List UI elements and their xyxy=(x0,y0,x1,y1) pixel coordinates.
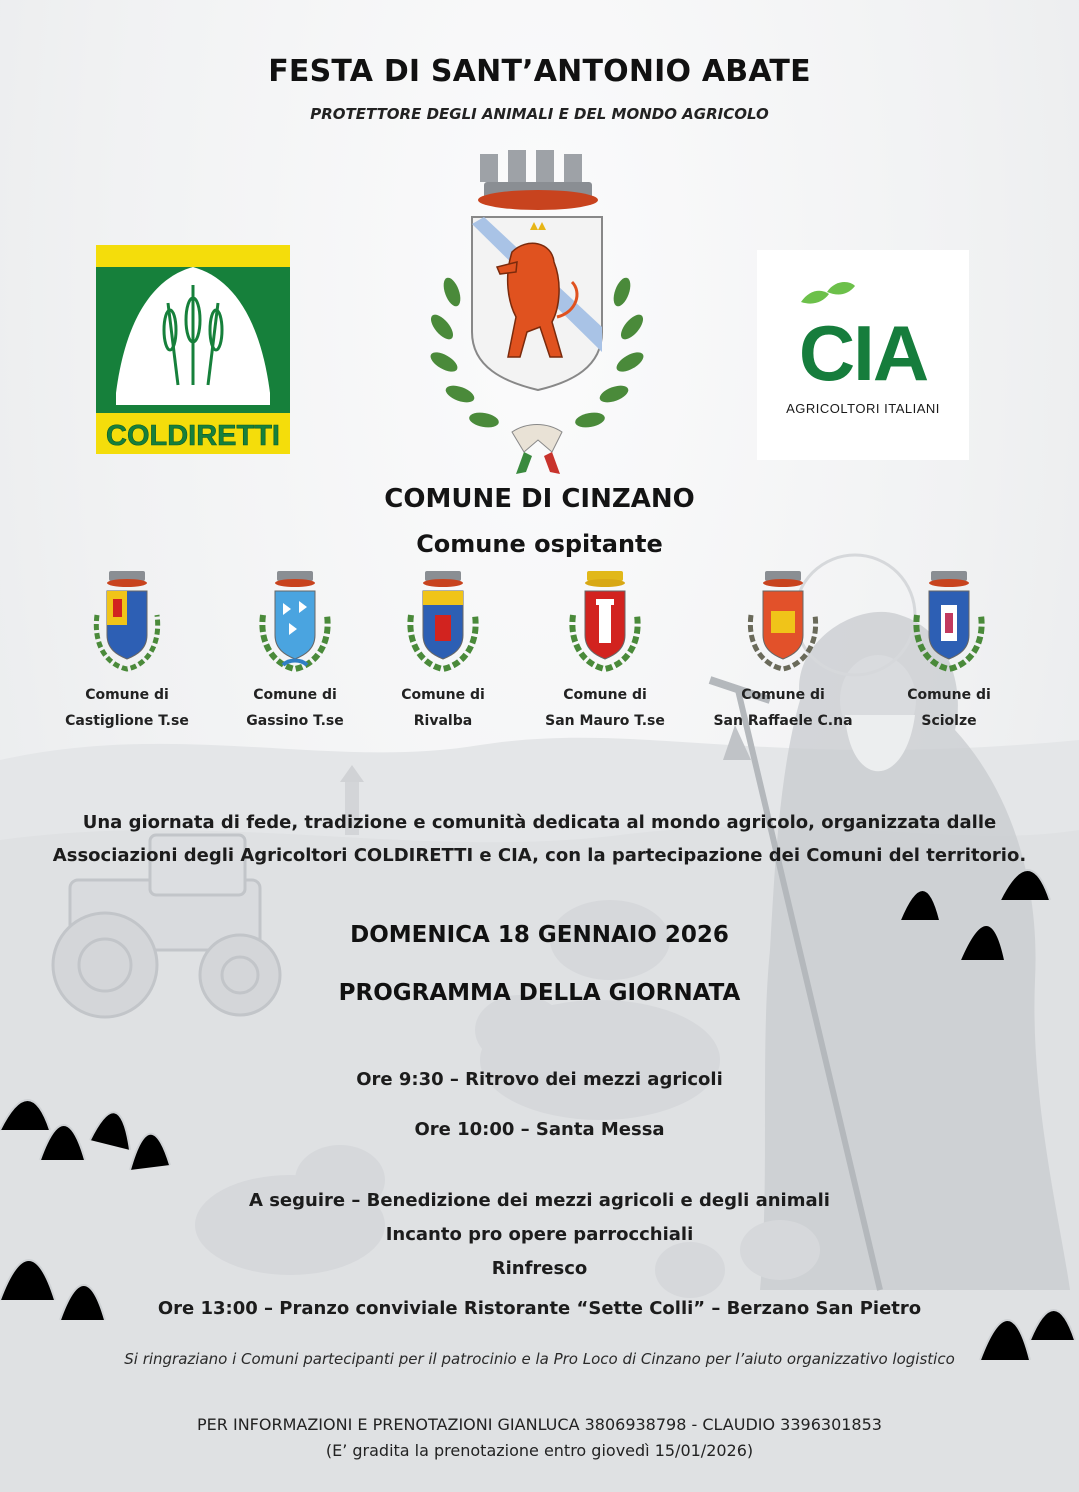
town-castiglione xyxy=(42,565,212,732)
crown-icon xyxy=(478,150,598,210)
host-subtitle: Comune ospitante xyxy=(416,530,663,558)
town-label-line2: San Mauro T.se xyxy=(545,713,665,729)
program-item: Incanto pro opere parrocchiali xyxy=(385,1224,694,1245)
town-san-mauro xyxy=(520,565,690,732)
town-label-line1: Comune di xyxy=(741,687,825,703)
program-item: Ore 9:30 – Ritrovo dei mezzi agricoli xyxy=(356,1069,723,1090)
town-crest-icon xyxy=(565,565,645,680)
town-rivalba xyxy=(358,565,528,732)
cia-logo-tagline: AGRICOLTORI ITALIANI xyxy=(786,401,940,416)
town-crest-icon xyxy=(743,565,823,680)
event-title: FESTA DI SANT’ANTONIO ABATE xyxy=(268,54,811,89)
town-label-line1: Comune di xyxy=(253,687,337,703)
booking-note: (E’ gradita la prenotazione entro giovedì 15/01/2026) xyxy=(325,1441,754,1460)
town-label-line2: Gassino T.se xyxy=(246,713,344,729)
cia-logo-text: CIA xyxy=(798,309,928,397)
acknowledgements: Si ringraziano i Comuni partecipanti per il patrocinio e la Pro Loco di Cinzano per l’aiuto organizzativo logistico xyxy=(124,1350,955,1368)
cia-logo xyxy=(757,250,969,460)
town-sciolze xyxy=(864,565,1034,732)
town-crest-icon xyxy=(255,565,335,680)
intro-paragraph: Una giornata di fede, tradizione e comunità dedicata al mondo agricolo, organizzata dalle Associazioni degli Agricoltori COLDIRETTI e CIA, con la partecipazione dei Comuni del territorio. xyxy=(52,812,1027,866)
program-item: Ore 10:00 – Santa Messa xyxy=(414,1119,665,1140)
program-title: PROGRAMMA DELLA GIORNATA xyxy=(338,980,741,1006)
town-label-line2: Rivalba xyxy=(413,713,473,729)
town-crest-icon xyxy=(403,565,483,680)
town-san-raffaele xyxy=(698,565,868,732)
cinzano-crest xyxy=(412,142,652,477)
coldiretti-logo xyxy=(96,245,290,454)
program-item: Rinfresco xyxy=(491,1258,588,1279)
program-group xyxy=(0,1184,1079,1286)
town-label-line1: Comune di xyxy=(401,687,485,703)
town-label-line2: Sciolze xyxy=(921,713,977,729)
contact-info xyxy=(0,1412,1079,1464)
town-label-line1: Comune di xyxy=(907,687,991,703)
coldiretti-logo-text: COLDIRETTI xyxy=(106,420,280,452)
town-label-line2: San Raffaele C.na xyxy=(713,713,853,729)
town-label-line1: Comune di xyxy=(85,687,169,703)
town-label-line2: Castiglione T.se xyxy=(65,713,189,729)
town-crest-icon xyxy=(909,565,989,680)
town-label-line1: Comune di xyxy=(563,687,647,703)
town-gassino xyxy=(210,565,380,732)
contact-phones: PER INFORMAZIONI E PRENOTAZIONI GIANLUCA 3806938798 - CLAUDIO 3396301853 xyxy=(197,1415,882,1434)
event-date: DOMENICA 18 GENNAIO 2026 xyxy=(350,922,729,948)
host-title: COMUNE DI CINZANO xyxy=(384,484,695,514)
program-item: Ore 13:00 – Pranzo conviviale Ristorante “Sette Colli” – Berzano San Pietro xyxy=(157,1298,922,1319)
ribbon-icon xyxy=(512,425,562,475)
event-subtitle: PROTETTORE DEGLI ANIMALI E DEL MONDO AGRICOLO xyxy=(310,105,769,123)
town-crest-icon xyxy=(87,565,167,680)
program-item: A seguire – Benedizione dei mezzi agricoli e degli animali xyxy=(249,1190,830,1211)
